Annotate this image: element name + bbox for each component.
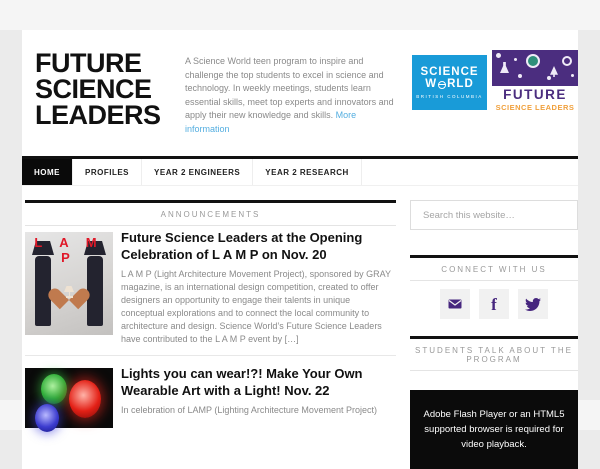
molecule-icon [571, 74, 574, 77]
atom-icon [562, 56, 572, 66]
article-wearable-light [25, 355, 396, 417]
lamp-image-text: L A M P [34, 235, 104, 265]
science-world-w: W [425, 78, 438, 90]
site-title-line: FUTURE [35, 48, 142, 78]
science-world-logo-line1: SCIENCE [420, 66, 479, 78]
flask-icon [500, 62, 509, 73]
fsl-logo-line1: FUTURE [503, 87, 567, 102]
connect-title: CONNECT WITH US [410, 258, 578, 281]
site-title-line: SCIENCE [35, 74, 152, 104]
science-icons-banner [492, 50, 578, 86]
site-description [185, 55, 399, 136]
science-world-logo-line2 [425, 78, 474, 91]
site-title-line: LEADERS [35, 100, 161, 130]
facebook-icon: f [491, 294, 497, 314]
students-section-header [410, 336, 578, 371]
facebook-button[interactable] [479, 289, 509, 319]
globe-icon [438, 81, 446, 89]
main-navigation [22, 156, 578, 186]
future-science-leaders-logo [492, 50, 578, 117]
site-header [22, 30, 578, 156]
blue-led [35, 404, 59, 432]
envelope-icon [447, 296, 463, 312]
video-player-placeholder [410, 390, 578, 469]
site-description-text: A Science World teen program to inspire and challenge the top students to excel in science and technology. In weekly meetings, students learn essential skills, meet top experts and innovators and apply their new knowledge and skills. [185, 56, 394, 120]
nav-item-home[interactable]: HOME [22, 159, 73, 185]
twitter-bird-icon [525, 296, 541, 312]
fsl-logo-line2: SCIENCE LEADERS [495, 103, 575, 112]
science-world-rld: RLD [447, 78, 474, 90]
science-world-logo-subtitle: BRITISH COLUMBIA [416, 94, 483, 99]
sidebar [410, 200, 578, 469]
molecule-icon [514, 58, 517, 61]
content-area [22, 186, 578, 469]
nav-item-year2-research[interactable]: YEAR 2 RESEARCH [253, 159, 362, 185]
molecule-icon [496, 53, 501, 58]
header-logos [412, 50, 578, 117]
students-widget [410, 336, 578, 469]
more-information-link[interactable]: More information [185, 110, 357, 134]
site-title[interactable] [35, 50, 185, 128]
article-lamp-celebration [25, 226, 396, 346]
connect-widget [410, 255, 578, 319]
red-led [69, 380, 101, 418]
tree-icon [550, 66, 558, 77]
article-thumbnail-leds[interactable] [25, 368, 113, 428]
announcements-title: ANNOUNCEMENTS [25, 203, 396, 226]
article-thumbnail-lamp[interactable] [25, 232, 113, 335]
article-title-link[interactable]: Lights you can wear!?! Make Your Own Wearable Art with a Light! Nov. 22 [121, 366, 363, 398]
article-title-link[interactable]: Future Science Leaders at the Opening Celebration of L A M P on Nov. 20 [121, 230, 363, 262]
social-icons-row [410, 289, 578, 319]
articles-column [25, 200, 396, 432]
molecule-icon [518, 74, 522, 78]
green-led [41, 374, 67, 404]
article-excerpt: L A M P (Light Architecture Movement Project), sponsored by GRAY magazine, is an international design competition, created to offer designers an opportunity to engage their talents in unique conceptual explorations and to connect the local community to architecture and design. Science World’s Future Science Leaders have contributed to the L A M P event by […] [121, 269, 391, 344]
video-notice-text: Adobe Flash Player or an HTML5 supported browser is required for video playback. [423, 409, 565, 450]
nav-item-year2-engineers[interactable]: YEAR 2 ENGINEERS [142, 159, 253, 185]
article-excerpt: In celebration of LAMP (Lighting Architecture Movement Project) [121, 405, 377, 415]
globe-icon [526, 54, 540, 68]
students-title: STUDENTS TALK ABOUT THE PROGRAM [410, 339, 578, 371]
connect-section-header [410, 255, 578, 281]
nav-item-profiles[interactable]: PROFILES [73, 159, 142, 185]
email-button[interactable] [440, 289, 470, 319]
molecule-icon [547, 76, 551, 80]
site-card [22, 30, 578, 469]
heart-lamp-icon [56, 280, 82, 303]
announcements-section-header [25, 200, 396, 226]
science-world-logo [412, 55, 487, 110]
twitter-button[interactable] [518, 289, 548, 319]
search-input[interactable] [410, 200, 578, 230]
